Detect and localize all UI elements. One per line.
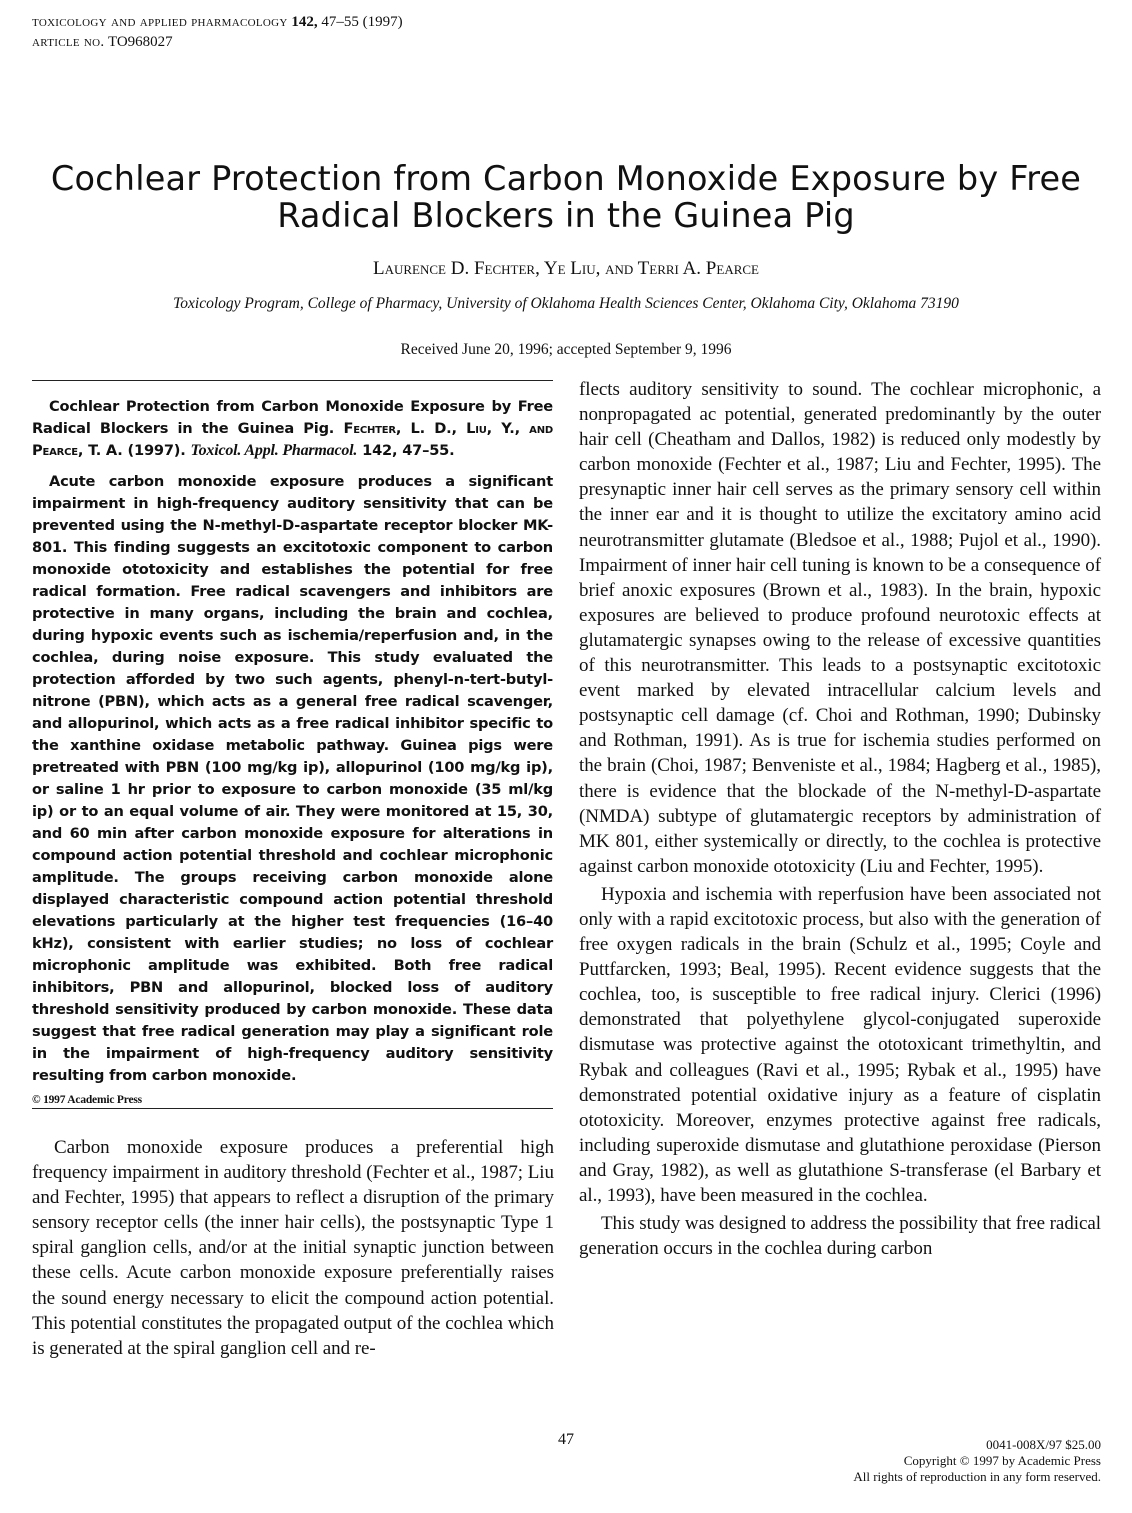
body-column-left (32, 1135, 554, 1361)
abstract (32, 396, 553, 1111)
body-paragraph: flects auditory sensitivity to sound. The cochlear microphonic, a nonpropagated ac potential, generated predominantly by the outer hair cell (Cheatham and Dallos, 1982) is reduced only modestly by carbon monoxide (Fechter et al., 1987; Liu and Fechter, 1995). The presynaptic inner hair cell serves as the primary sensory cell within the inner ear and it is thought to utilize the excitatory amino acid neurotransmitter glutamate (Bledsoe et al., 1988; Pujol et al., 1990). Impairment of inner hair cell tuning is known to be a consequence of brief anoxic exposures (Brown et al., 1983). In the brain, hypoxic exposures are believed to produce profound neurotoxic effects at glutamatergic synapses owing to the release of excessive quantities of this neurotransmitter. This leads to a postsynaptic excitotoxic event marked by elevated intracellular calcium levels and postsynaptic cell damage (cf. Choi and Rothman, 1990; Dubinsky and Rothman, 1991). As is true for ischemia studies performed on the brain (Choi, 1987; Benveniste et al., 1984; Hagberg et al., 1985), there is evidence that the blockade of the N-methyl-D-aspartate (NMDA) subtype of glutamatergic receptors by administration of MK 801, either systemically or directly, to the cochlea is protective against carbon monoxide ototoxicity (Liu and Fechter, 1995). (579, 379, 1101, 877)
copyright-footer (853, 1437, 1101, 1485)
abstract-top-rule (32, 380, 553, 381)
abstract-body (32, 471, 553, 1111)
footer-rights: All rights of reproduction in any form reserved. (853, 1469, 1101, 1484)
journal-name: toxicology and applied pharmacology (32, 14, 288, 30)
journal-pages-year: 47–55 (1997) (321, 14, 403, 30)
citation-journal: Toxicol. Appl. Pharmacol. (190, 442, 358, 459)
body-paragraph: Hypoxia and ischemia with reperfusion have been associated not only with a rapid excitotoxic process, but also with the generation of free oxygen radicals in the brain (Schulz et al., 1995; Coyle and Puttfarcken, 1993; Beal, 1995). Recent evidence suggests that the cochlea, too, is susceptible to free radical injury. Clerici (1996) demonstrated that polyethylene glycol-conjugated superoxide dismutase was protective against the ototoxicant trimethyltin, and Rybak and colleagues (Ravi et al., 1995; Rybak et al., 1995) have demonstrated potential oxidative injury as a feature of cisplatin ototoxicity. Moreover, enzymes protective against free radicals, including superoxide dismutase and glutathione peroxidase (Pierson and Gray, 1982), as well as glutathione S-transferase (el Barbary et al., 1993), have been measured in the cochlea. (579, 883, 1101, 1206)
received-dates: Received June 20, 1996; accepted September 9, 1996 (400, 341, 732, 358)
article-number-line (32, 32, 403, 52)
author-names: Laurence D. Fechter, Ye Liu, and Terri A. Pearce (372, 258, 759, 279)
citation-authors: Fechter, L. D., Liu, Y., and Pearce, T. A. (1997). (32, 420, 553, 459)
journal-volume: 142, (291, 14, 318, 30)
body-column-right (579, 377, 1101, 1261)
article-number: TO968027 (107, 34, 173, 50)
footer-copyright: Copyright © 1997 by Academic Press (903, 1453, 1101, 1468)
page-number: 47 (558, 1431, 574, 1448)
affiliation: Toxicology Program, College of Pharmacy, University of Oklahoma Health Sciences Center, Oklahoma City, Oklahoma 73190 (173, 295, 959, 312)
body-paragraph: This study was designed to address the possibility that free radical generation occurs in the cochlea during carbon (579, 1213, 1101, 1260)
article-title: Cochlear Protection from Carbon Monoxide Exposure by Free Radical Blockers in the Guinea Pig (50, 159, 1082, 235)
footer-price: 0041-008X/97 $25.00 (986, 1437, 1101, 1452)
citation-title: Cochlear Protection from Carbon Monoxide Exposure by Free Radical Blockers in the Guinea Pig. (32, 398, 553, 437)
citation-pages: 142, 47–55. (362, 442, 455, 459)
author-list (0, 258, 1132, 280)
abstract-text: Acute carbon monoxide exposure produces a significant impairment in high-frequency auditory sensitivity that can be prevented using the N-methyl-D-aspartate receptor blocker MK-801. This finding suggests an excitotoxic component to carbon monoxide ototoxicity and establishes the potential for free radical formation. Free radical scavengers and inhibitors are protective in many organs, including the brain and cochlea, during hypoxic events such as ischemia/reperfusion and, in the cochlea, during noise exposure. This study evaluated the protection afforded by two such agents, phenyl-n-tert-butyl-nitrone (PBN), which acts as a general free radical scavenger, and allopurinol, which acts as a free radical inhibitor specific to the xanthine oxidase metabolic pathway. Guinea pigs were pretreated with PBN (100 mg/kg ip), allopurinol (100 mg/kg ip), or saline 1 hr prior to exposure to carbon monoxide (35 ml/kg ip) or to an equal volume of air. They were monitored at 15, 30, and 60 min after carbon monoxide exposure for alterations in compound action potential threshold and cochlear microphonic amplitude. The groups receiving carbon monoxide alone displayed characteristic compound action potential threshold elevations particularly at the higher test frequencies (16–40 kHz), consistent with earlier studies; no loss of cochlear microphonic amplitude was exhibited. Both free radical inhibitors, PBN and allopurinol, blocked loss of auditory threshold sensitivity produced by carbon monoxide. These data suggest that free radical generation may play a significant role in the impairment of high-frequency auditory sensitivity resulting from carbon monoxide. (32, 473, 553, 1084)
running-header (32, 12, 403, 52)
journal-line (32, 12, 403, 32)
abstract-copyright: © 1997 Academic Press (32, 1094, 142, 1106)
abstract-bottom-rule (32, 1108, 553, 1109)
body-paragraph: Carbon monoxide exposure produces a preferential high frequency impairment in auditory threshold (Fechter et al., 1987; Liu and Fechter, 1995) that appears to reflect a disruption of the primary sensory receptor cells (the inner hair cells), the postsynaptic Type 1 spiral ganglion cells, and/or at the initial synaptic junction between these cells. Acute carbon monoxide exposure preferentially raises the sound energy necessary to elicit the compound action potential. This potential constitutes the propagated output of the cochlea which is generated at the spiral ganglion cell and re- (32, 1137, 554, 1359)
abstract-citation (32, 396, 553, 462)
article-number-label: article no. (32, 34, 105, 50)
